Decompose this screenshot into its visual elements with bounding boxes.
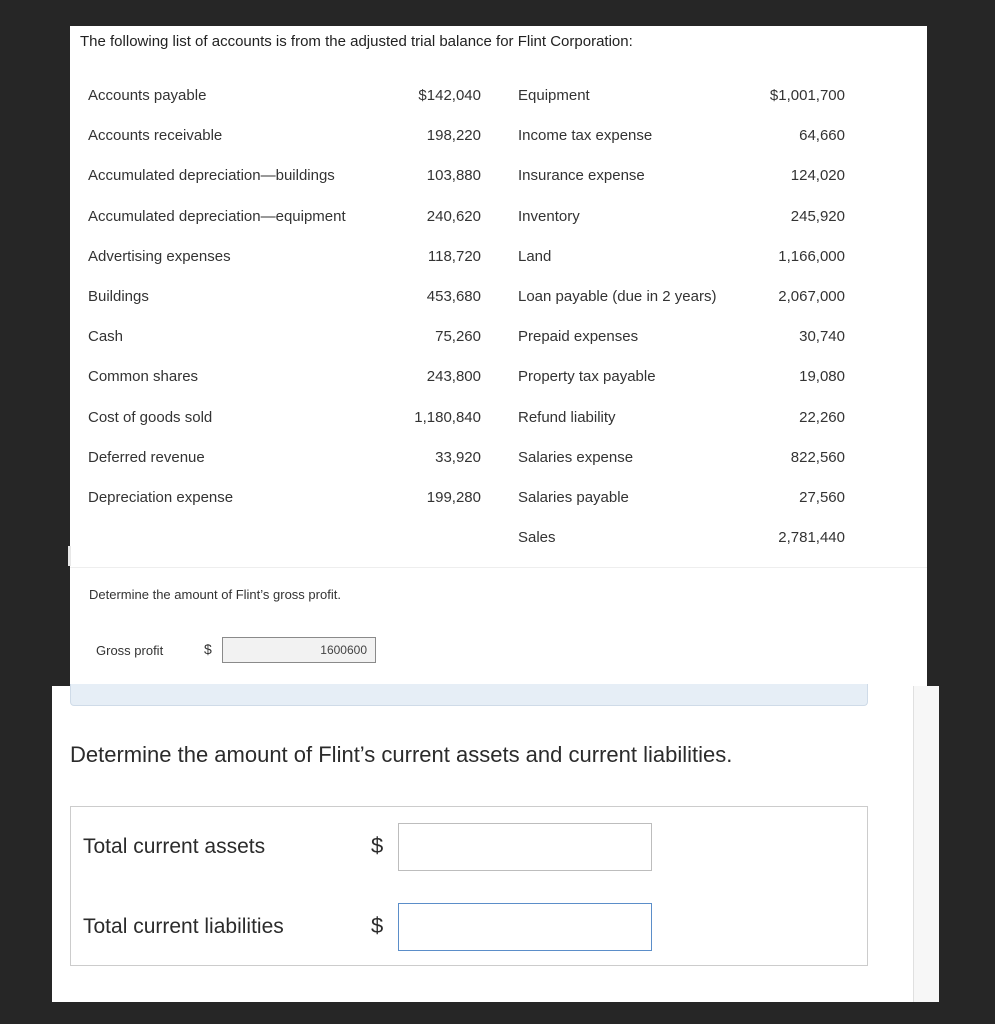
account-value: 19,080 — [799, 368, 845, 385]
account-value: $142,040 — [418, 87, 481, 104]
total-current-liabilities-currency: $ — [371, 913, 384, 938]
account-value: 22,260 — [799, 409, 845, 426]
answer-box — [70, 806, 868, 966]
account-value: 198,220 — [426, 127, 481, 144]
account-value: 75,260 — [435, 328, 481, 345]
account-name: Buildings — [88, 288, 149, 305]
account-value: 240,620 — [426, 208, 481, 225]
intro-text: The following list of accounts is from the adjusted trial balance for Flint Corporation: — [80, 33, 633, 50]
account-name: Prepaid expenses — [518, 328, 639, 345]
accounts-table — [70, 26, 927, 586]
gross-profit-currency: $ — [204, 641, 212, 657]
account-value: 30,740 — [799, 328, 845, 345]
account-value: 245,920 — [790, 208, 845, 225]
account-name: Common shares — [88, 368, 199, 385]
account-value: 2,781,440 — [778, 529, 845, 546]
scrollbar-track[interactable] — [913, 686, 939, 1002]
account-name: Advertising expenses — [88, 248, 231, 265]
section-divider — [70, 567, 927, 568]
account-name: Accounts receivable — [88, 127, 223, 144]
account-value: 103,880 — [426, 167, 481, 184]
account-value: 124,020 — [790, 167, 845, 184]
account-name: Loan payable (due in 2 years) — [518, 288, 717, 305]
account-name: Accumulated depreciation—equipment — [88, 208, 346, 225]
account-value: 1,166,000 — [778, 248, 845, 265]
total-current-liabilities-label: Total current liabilities — [83, 915, 284, 938]
account-value: 199,280 — [426, 489, 481, 506]
account-value: $1,001,700 — [769, 87, 845, 104]
account-value: 27,560 — [799, 489, 845, 506]
feedback-strip — [70, 684, 868, 706]
total-current-assets-input[interactable] — [398, 823, 652, 871]
account-name: Sales — [518, 529, 556, 546]
account-value: 1,180,840 — [414, 409, 481, 426]
current-items-question: Determine the amount of Flint’s current assets and current liabilities. — [70, 742, 733, 767]
account-name: Refund liability — [518, 409, 616, 426]
account-name: Equipment — [518, 87, 590, 104]
account-value: 453,680 — [426, 288, 481, 305]
total-current-liabilities-input[interactable] — [398, 903, 652, 951]
total-current-assets-currency: $ — [371, 833, 384, 858]
account-name: Property tax payable — [518, 368, 656, 385]
gross-profit-label: Gross profit — [96, 643, 164, 658]
left-edge-marker — [68, 546, 71, 566]
account-name: Cost of goods sold — [88, 409, 213, 426]
account-name: Inventory — [518, 208, 580, 225]
account-name: Accounts payable — [88, 87, 207, 104]
gross-profit-question: Determine the amount of Flint’s gross profit. — [89, 587, 341, 602]
account-name: Accumulated depreciation—buildings — [88, 167, 335, 184]
account-name: Salaries expense — [518, 449, 634, 466]
account-name: Salaries payable — [518, 489, 629, 506]
total-current-assets-label: Total current assets — [83, 835, 266, 858]
account-name: Deferred revenue — [88, 449, 205, 466]
trial-balance-panel — [70, 26, 927, 688]
account-value: 2,067,000 — [778, 288, 845, 305]
account-value: 33,920 — [435, 449, 481, 466]
account-name: Income tax expense — [518, 127, 653, 144]
account-name: Depreciation expense — [88, 489, 234, 506]
account-value: 822,560 — [790, 449, 845, 466]
account-value: 118,720 — [427, 248, 481, 265]
account-name: Land — [518, 248, 552, 265]
account-name: Insurance expense — [518, 167, 645, 184]
account-name: Cash — [88, 328, 124, 345]
account-value: 243,800 — [426, 368, 481, 385]
account-value: 64,660 — [799, 127, 845, 144]
gross-profit-input[interactable] — [222, 637, 376, 663]
